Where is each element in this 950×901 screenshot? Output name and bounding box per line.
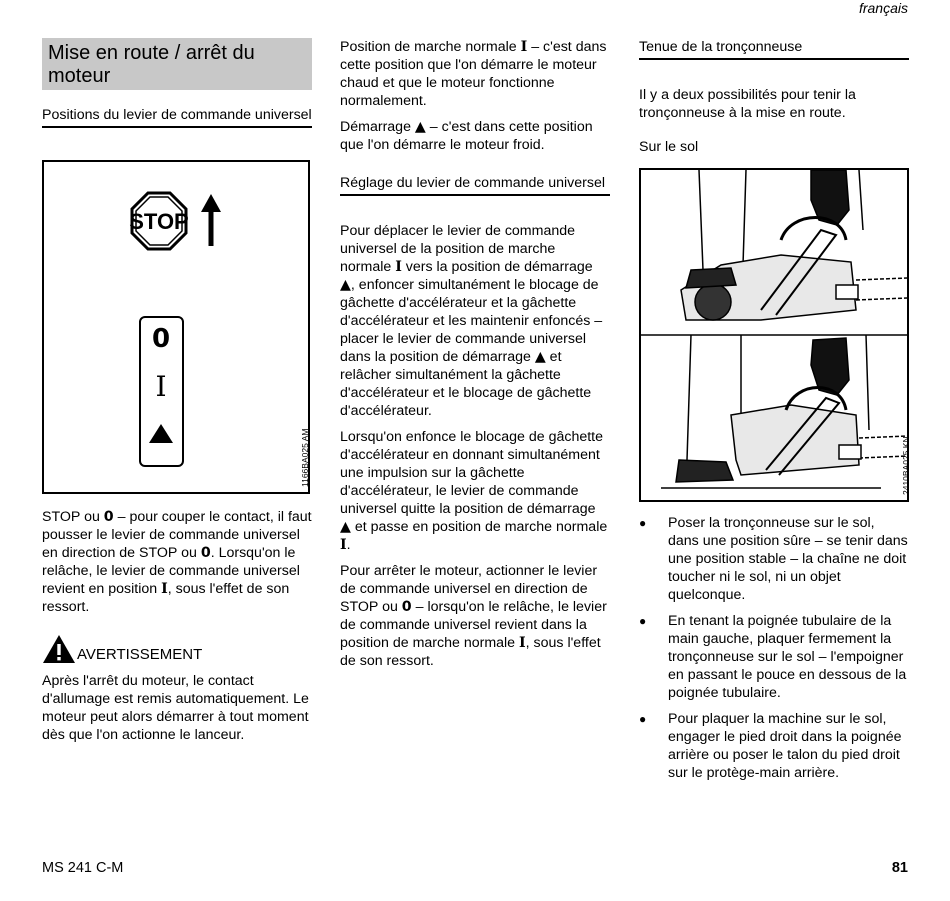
lever-diagram [44,162,308,492]
column-1 [42,38,312,752]
subheading-positions: Positions du levier de commande universel [42,106,312,128]
stop-position-symbol: 0 [151,324,171,354]
paragraph-stop-engine: Pour arrêter le moteur, actionner le levier de commande universel en direction de STOP ou 0 – lorsqu'on le relâche, le levier de commande universel revient dans la position de marche normale I, sous l'effet de son ressort. [340,563,607,669]
list-item: ● Poser la tronçonneuse sur le sol, dans une position sûre – se tenir dans une position stable – la chaîne ne doit toucher ni le sol, ni un objet quelconque. [639,514,909,604]
list-item: ● En tenant la poignée tubulaire de la main gauche, plaquer fermement la tronçonneuse sur le sol – l'empoigner en passant le pouce en dessous de la poignée tubulaire. [639,612,909,702]
lever-positions-figure [42,160,310,494]
instruction-list [639,514,909,782]
column-3 [639,38,909,790]
subheading-holding: Tenue de la tronçonneuse [639,38,909,60]
chainsaw-illustration [641,170,907,500]
figure-code-chainsaw: 2410BA025 KN [901,436,911,495]
paragraph-release: Lorsqu'on enfonce le blocage de gâchette d'accélérateur en donnant simultanément une impulsion sur la gâchette d'accélérateur, le levier de commande universel quitte la position de démarrage ▲ et passe en position de marche normale I. [340,429,608,553]
column-2 [340,38,610,678]
paragraph-intro: Il y a deux possibilités pour tenir la tronçonneuse à la mise en route. [639,87,856,121]
list-item: ● Pour plaquer la machine sur le sol, engager le pied droit dans la poignée arrière ou poser le talon du pied droit sur le protège-main arrière. [639,710,909,782]
stop-sign-text: STOP [129,209,189,234]
footer-model: MS 241 C-M [42,860,124,876]
arrow-up-icon [201,194,221,246]
warning-text: Après l'arrêt du moteur, le contact d'allumage est remis automatiquement. Le moteur peut alors démarrer à tout moment dès que l'on actionne le lanceur. [42,673,309,743]
figure-code: 1166BA025 AM [300,428,310,487]
paragraph-move-lever: Pour déplacer le levier de commande universel de la position de marche normale I vers la position de démarrage ▲, enfoncer simultanément le blocage de gâchette d'accélérateur et la gâchette d'accélérateur et les maintenir enfoncés – placer le levier de commande universel dans la position de démarrage ▲ et relâcher simultanément la gâchette d'accélérateur et le blocage de gâchette d'accélérateur. [340,223,603,419]
section-title: Mise en route / arrêt du moteur [42,38,312,90]
subheading-on-ground: Sur le sol [639,139,699,155]
warning-label: AVERTISSEMENT [77,646,203,663]
chainsaw-figure [639,168,909,502]
paragraph-normal-position: Position de marche normale I – c'est dans cette position que l'on démarre le moteur chaud et que le moteur fonctionne normalement. [340,39,607,109]
subheading-adjust: Réglage du levier de commande universel [340,174,610,196]
run-position-symbol: I [155,370,167,403]
warning-icon [42,634,76,664]
paragraph-start-position: Démarrage ▲ – c'est dans cette position que l'on démarre le moteur froid. [340,119,593,153]
paragraph-stop: STOP ou 0 – pour couper le contact, il faut pousser le levier de commande universel en direction de STOP ou 0. Lorsqu'on le relâche, le levier de commande universel revient en position I, sous l'effet de son ressort. [42,509,312,615]
page-number: 81 [891,860,908,876]
warning-heading [42,634,312,664]
language-label: français [858,0,908,16]
start-position-icon [149,424,173,443]
